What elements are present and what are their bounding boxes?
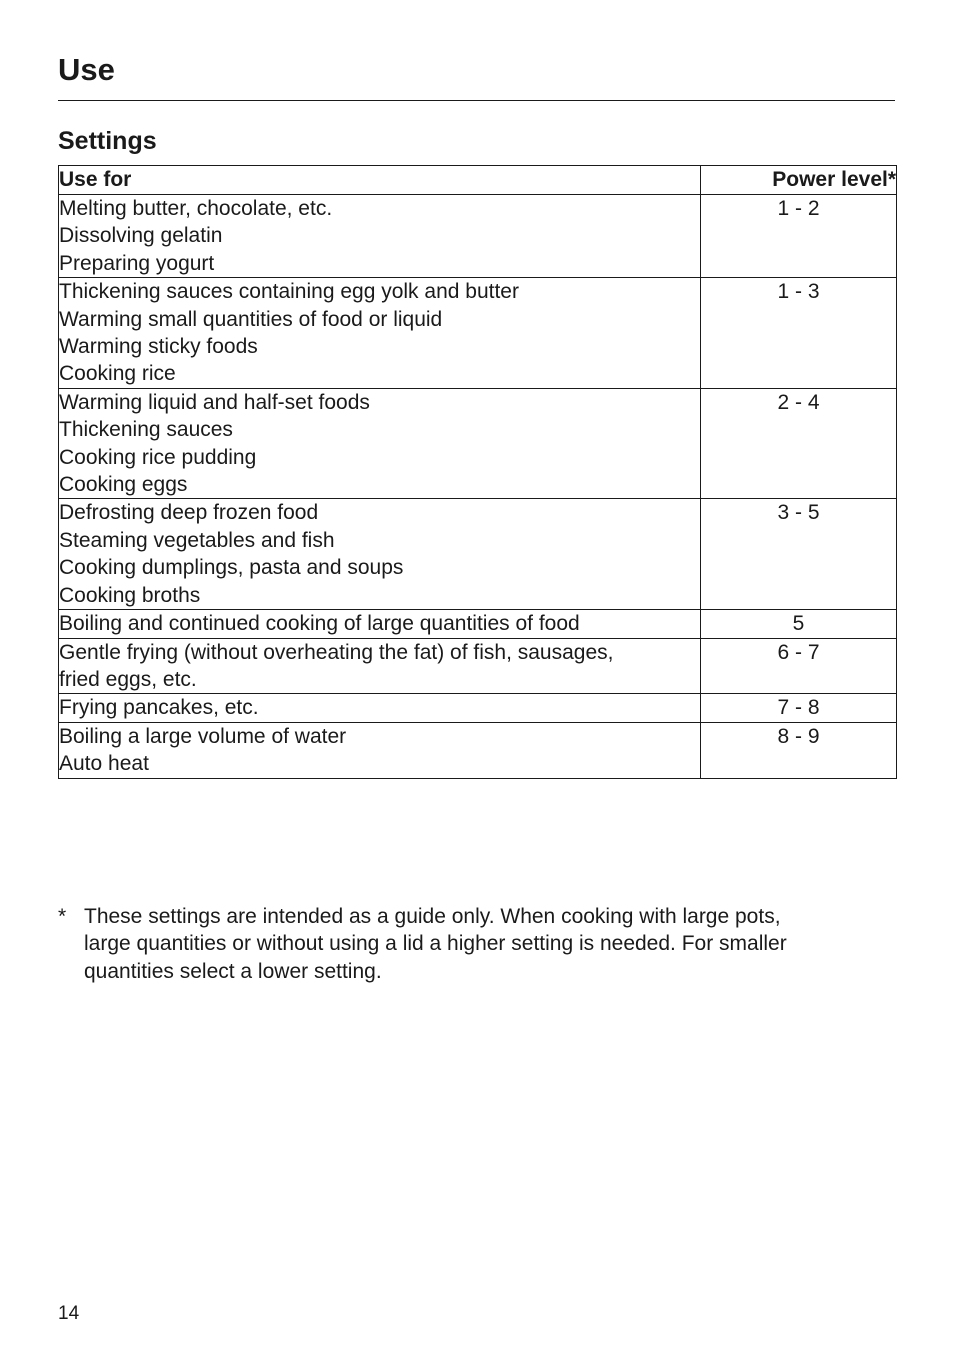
table-row [59,195,897,278]
use-for-cell [59,195,701,278]
power-level-cell: 1 - 3 [701,278,897,389]
use-for-item: Steaming vegetables and fish [59,528,335,552]
use-for-item: Boiling and continued cooking of large quantities of food [59,612,580,636]
page-number: 14 [58,1303,80,1324]
table-row [59,610,897,638]
use-for-item: Cooking rice [59,362,176,386]
footnote-line: large quantities or without using a lid a higher setting is needed. For smaller [84,932,787,956]
use-for-item: Auto heat [59,752,149,776]
use-for-item: fried eggs, etc. [59,667,197,691]
use-for-item: Dissolving gelatin [59,224,223,248]
title-divider [58,100,895,101]
table-row [59,638,897,694]
use-for-item: Thickening sauces containing egg yolk and butter [59,280,519,304]
use-for-item: Frying pancakes, etc. [59,696,259,720]
use-for-item: Warming sticky foods [59,335,258,359]
use-for-item: Thickening sauces [59,418,233,442]
footnote-line: These settings are intended as a guide only. When cooking with large pots, [84,905,781,928]
use-for-item: Preparing yogurt [59,251,215,275]
section-title: Settings [58,127,157,155]
column-header-use-for: Use for [59,166,701,195]
use-for-cell [59,499,701,610]
use-for-cell [59,694,701,722]
power-level-cell: 8 - 9 [701,722,897,778]
use-for-item: Cooking rice pudding [59,445,257,469]
use-for-cell [59,722,701,778]
use-for-item: Cooking broths [59,583,201,607]
power-level-cell: 6 - 7 [701,638,897,694]
use-for-cell [59,388,701,499]
use-for-cell [59,610,701,638]
use-for-item: Melting butter, chocolate, etc. [59,197,333,220]
use-for-item: Gentle frying (without overheating the fat) of fish, sausages, [59,640,614,664]
use-for-item: Cooking dumplings, pasta and soups [59,556,404,580]
settings-table [58,165,897,779]
settings-table-body [59,195,897,779]
footnote-text [84,903,868,985]
use-for-item: Warming liquid and half-set foods [59,390,370,414]
power-level-cell: 3 - 5 [701,499,897,610]
use-for-item: Warming small quantities of food or liquid [59,307,443,331]
footnote-marker: * [58,905,67,928]
power-level-cell: 5 [701,610,897,638]
table-row [59,388,897,499]
power-level-cell: 7 - 8 [701,694,897,722]
table-row [59,722,897,778]
footnote [58,903,868,985]
use-for-cell [59,638,701,694]
table-row [59,499,897,610]
use-for-item: Boiling a large volume of water [59,724,347,748]
column-header-power-level: Power level* [701,166,897,195]
table-header-row [59,166,897,195]
page-title: Use [58,52,115,87]
power-level-cell: 2 - 4 [701,388,897,499]
use-for-cell [59,278,701,389]
use-for-item: Cooking eggs [59,473,188,497]
footnote-line: quantities select a lower setting. [84,959,382,983]
power-level-cell: 1 - 2 [701,195,897,278]
use-for-item: Defrosting deep frozen food [59,501,319,525]
table-row [59,694,897,722]
table-row [59,278,897,389]
